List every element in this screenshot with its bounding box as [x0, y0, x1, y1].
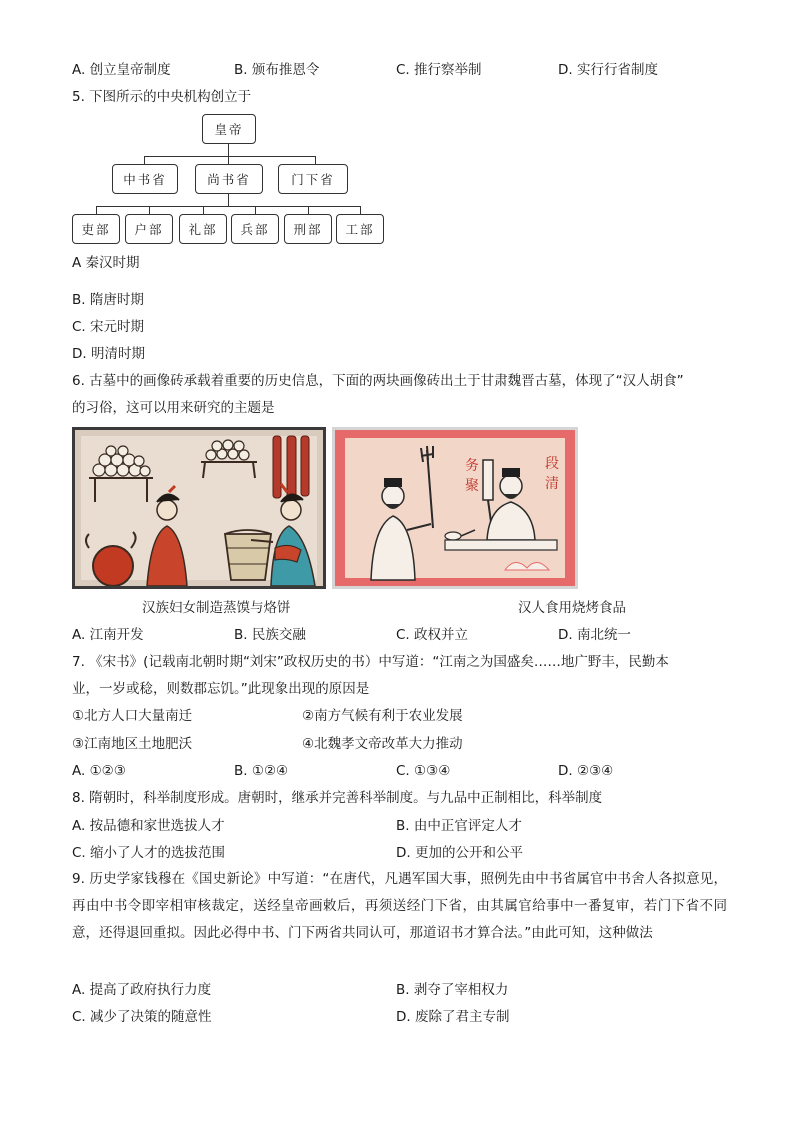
- org-node-bingbu: 兵部: [231, 214, 279, 244]
- q6-option-c[interactable]: C. 政权并立: [396, 627, 469, 643]
- q8-option-c[interactable]: C. 缩小了人才的选拔范围: [72, 845, 226, 861]
- q8-option-a[interactable]: A. 按品德和家世选拔人才: [72, 818, 225, 834]
- q9-option-b[interactable]: B. 剥夺了宰相权力: [396, 982, 509, 998]
- org-connector: [360, 206, 361, 214]
- caption-right: 汉人食用烧烤食品: [518, 600, 626, 616]
- org-connector: [315, 156, 316, 164]
- q4-option-a[interactable]: A. 创立皇帝制度: [72, 62, 171, 78]
- q6-option-a[interactable]: A. 江南开发: [72, 627, 144, 643]
- org-node-emperor: 皇帝: [202, 114, 256, 144]
- q9-option-a[interactable]: A. 提高了政府执行力度: [72, 982, 212, 998]
- q7-item-1: ①北方人口大量南迁: [72, 708, 193, 724]
- q6-option-b[interactable]: B. 民族交融: [234, 627, 306, 643]
- q4-option-c[interactable]: C. 推行察举制: [396, 62, 482, 78]
- q4-option-d[interactable]: D. 实行行省制度: [558, 62, 658, 78]
- q7-stem-line2: 业，一岁或稔，则数郡忘饥。”此现象出现的原因是: [72, 681, 370, 697]
- org-node-shangshu: 尚书省: [195, 164, 263, 194]
- org-node-libu-rites: 礼部: [179, 214, 227, 244]
- brick-text-1: 务: [465, 458, 479, 474]
- org-connector: [96, 206, 97, 214]
- brick-text-3: 段: [545, 456, 559, 472]
- org-node-gongbu: 工部: [336, 214, 384, 244]
- q8-option-b[interactable]: B. 由中正官评定人才: [396, 818, 522, 834]
- q8-option-d[interactable]: D. 更加的公开和公平: [396, 845, 523, 861]
- org-connector: [255, 206, 256, 214]
- q7-option-c[interactable]: C. ①③④: [396, 763, 451, 779]
- brick-text-4: 清: [545, 476, 559, 492]
- q6-stem-line1: 6. 古墓中的画像砖承载着重要的历史信息，下面的两块画像砖出土于甘肃魏晋古墓，体现了“汉人胡食”: [72, 373, 684, 389]
- q7-item-3: ③江南地区土地肥沃: [72, 736, 193, 752]
- q5-option-d[interactable]: D. 明清时期: [72, 346, 145, 362]
- q6-stem-line2: 的习俗，这可以用来研究的主题是: [72, 400, 275, 416]
- q5-stem: 5. 下图所示的中央机构创立于: [72, 89, 252, 105]
- brick-painting-right-image: [335, 430, 575, 586]
- q8-stem: 8. 隋朝时，科举制度形成。唐朝时，继承并完善科举制度。与九品中正制相比，科举制度: [72, 790, 603, 806]
- org-node-menxia: 门下省: [278, 164, 348, 194]
- q7-item-4: ④北魏孝文帝改革大力推动: [302, 736, 463, 752]
- org-node-libu-personnel: 吏部: [72, 214, 120, 244]
- q6-option-d[interactable]: D. 南北统一: [558, 627, 631, 643]
- q5-option-b[interactable]: B. 隋唐时期: [72, 292, 144, 308]
- q5-option-a[interactable]: A 秦汉时期: [72, 255, 140, 271]
- org-node-xingbu: 刑部: [284, 214, 332, 244]
- org-connector: [144, 156, 145, 164]
- caption-left: 汉族妇女制造蒸馍与烙饼: [142, 600, 291, 616]
- org-connector: [144, 156, 316, 157]
- org-connector: [228, 194, 229, 206]
- org-node-zhongshu: 中书省: [112, 164, 178, 194]
- q7-item-2: ②南方气候有利于农业发展: [302, 708, 463, 724]
- brick-text-2: 聚: [465, 478, 479, 494]
- org-connector: [308, 206, 309, 214]
- q4-option-b[interactable]: B. 颁布推恩令: [234, 62, 320, 78]
- org-node-hubu: 户部: [125, 214, 173, 244]
- q9-option-d[interactable]: D. 废除了君主专制: [396, 1009, 510, 1025]
- brick-painting-left: [72, 427, 326, 589]
- q7-option-a[interactable]: A. ①②③: [72, 763, 126, 779]
- q7-option-d[interactable]: D. ②③④: [558, 763, 614, 779]
- org-connector: [96, 206, 360, 207]
- org-connector: [203, 206, 204, 214]
- q7-option-b[interactable]: B. ①②④: [234, 763, 289, 779]
- q9-option-c[interactable]: C. 减少了决策的随意性: [72, 1009, 212, 1025]
- org-connector: [228, 156, 229, 164]
- q5-option-c[interactable]: C. 宋元时期: [72, 319, 145, 335]
- brick-painting-right: [332, 427, 578, 589]
- q9-stem: 9. 历史学家钱穆在《国史新论》中写道：“在唐代，凡遇军国大事，照例先由中书省属官中书舍人各拟意见，再由中书令即宰相审核裁定，送经皇帝画敕后，再须送经门下省，由其属官给事中一番复审，若门下省不同意，还得退回重拟。因此必得中书、门下两省共同认可，那道诏书才算合法。”由此可知，这种做法: [72, 871, 727, 941]
- q7-stem-line1: 7. 《宋书》(记载南北朝时期“刘宋”政权历史的书）中写道：“江南之为国盛矣……地广野丰，民勤本: [72, 654, 669, 670]
- org-connector: [149, 206, 150, 214]
- org-connector: [228, 144, 229, 156]
- org-chart: [72, 114, 384, 246]
- brick-painting-left-image: [75, 430, 323, 586]
